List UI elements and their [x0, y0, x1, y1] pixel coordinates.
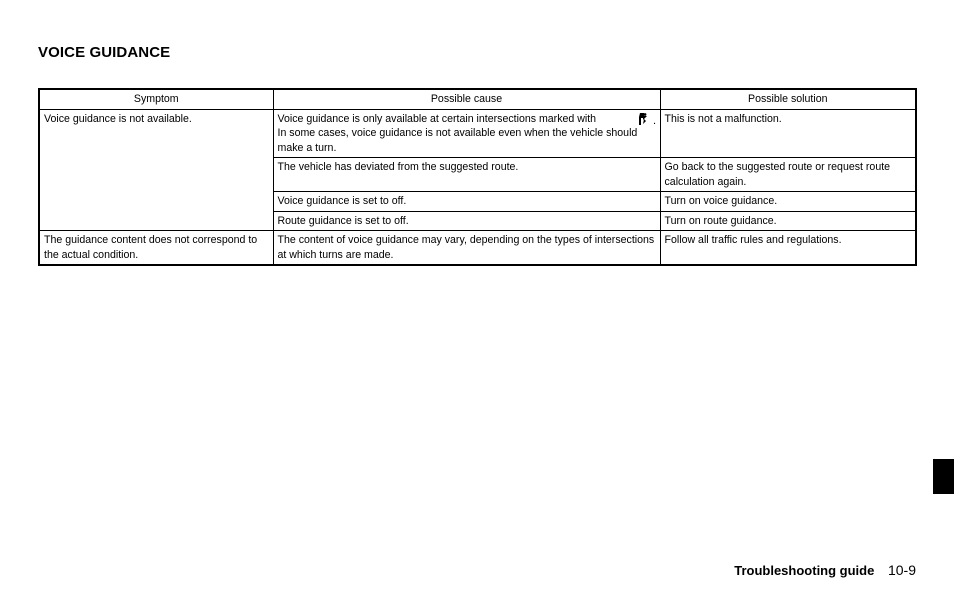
troubleshooting-table — [38, 88, 917, 266]
solution-cell: Turn on voice guidance. — [660, 192, 916, 212]
cause-text-continued: In some cases, voice guidance is not available even when the vehicle should make a turn. — [277, 127, 638, 154]
table-row — [39, 109, 916, 158]
cause-suffix: . — [652, 114, 656, 126]
footer-page-number: 10-9 — [887, 562, 916, 578]
cause-cell: The content of voice guidance may vary, depending on the types of intersections at which turns are made. — [273, 231, 660, 266]
table-row — [39, 231, 916, 266]
cause-text: Voice guidance is only available at certain intersections marked with — [277, 112, 597, 125]
cause-cell: Route guidance is set to off. — [273, 211, 660, 231]
chapter-thumb-tab — [933, 459, 954, 494]
solution-cell: Follow all traffic rules and regulations. — [660, 231, 916, 266]
cause-cell — [273, 109, 660, 158]
solution-cell: This is not a malfunction. — [660, 109, 916, 158]
header-possible-cause: Possible cause — [273, 89, 660, 109]
solution-cell: Go back to the suggested route or request route calculation again. — [660, 158, 916, 192]
solution-cell: Turn on route guidance. — [660, 211, 916, 231]
cause-cell: The vehicle has deviated from the suggested route. — [273, 158, 660, 192]
table-header-row — [39, 89, 916, 109]
symptom-cell: The guidance content does not correspond to the actual condition. — [39, 231, 273, 266]
symptom-cell: Voice guidance is not available. — [39, 109, 273, 231]
voice-guidance-intersection-icon — [634, 112, 658, 126]
header-possible-solution: Possible solution — [660, 89, 916, 109]
header-symptom: Symptom — [39, 89, 273, 109]
section-title: VOICE GUIDANCE — [38, 44, 171, 61]
footer-chapter-title: Troubleshooting guide — [734, 563, 875, 578]
page-footer — [734, 562, 916, 578]
cause-cell: Voice guidance is set to off. — [273, 192, 660, 212]
